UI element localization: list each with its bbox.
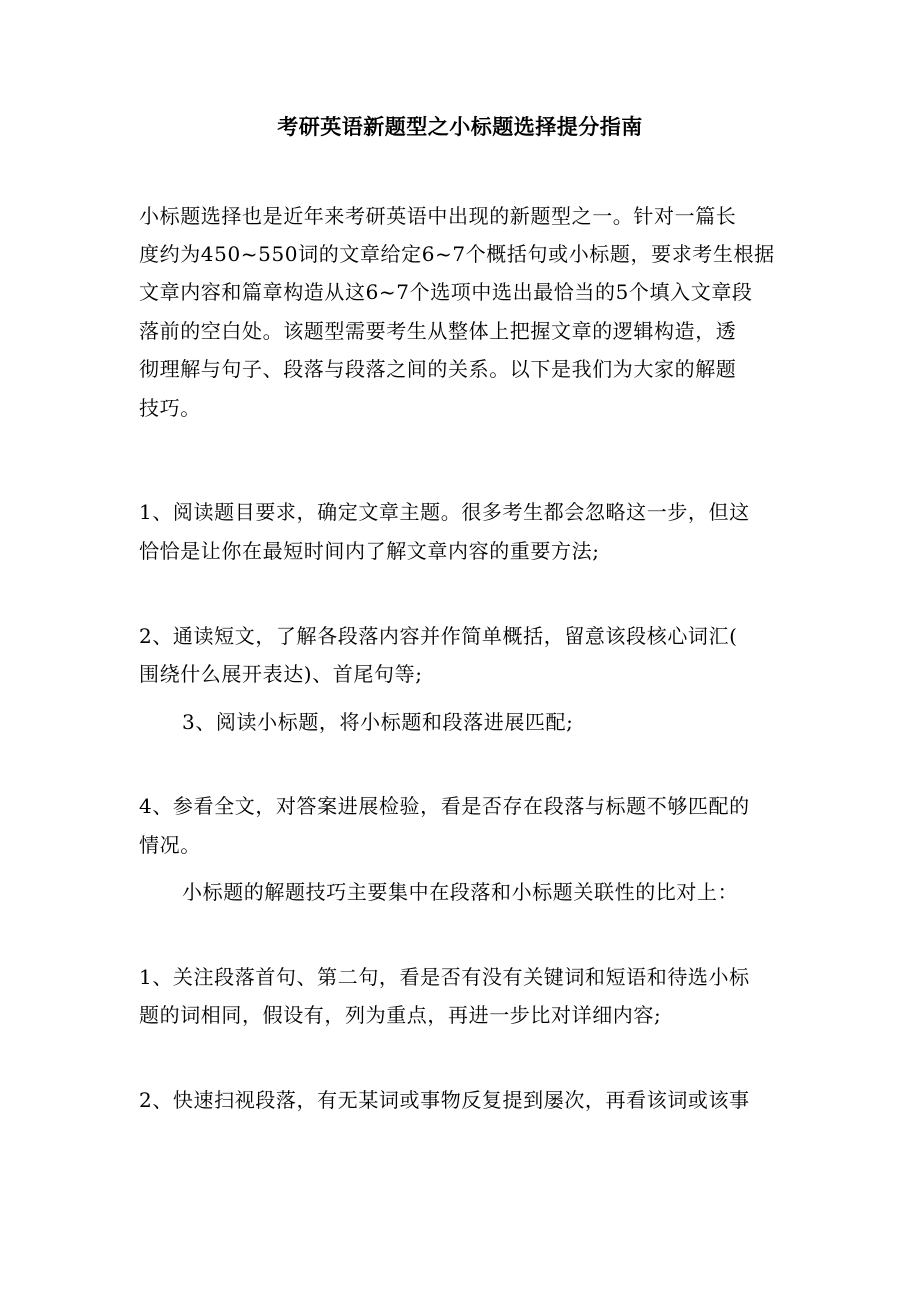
intro-line-2: 度约为450~550词的文章给定6~7个概括句或小标题，要求考生根据 bbox=[139, 242, 775, 266]
intro-line-1: 小标题选择也是近年来考研英语中出现的新题型之一。针对一篇长 bbox=[139, 204, 737, 228]
tip2-line-1: 2、快速扫视段落，有无某词或事物反复提到屡次，再看该词或该事 bbox=[139, 1088, 750, 1112]
intro-line-5: 彻理解与句子、段落与段落之间的关系。以下是我们为大家的解题 bbox=[139, 357, 737, 381]
tip1-line-1: 1、关注段落首句、第二句，看是否有没有关键词和短语和待选小标 bbox=[139, 965, 750, 989]
step2-line-1: 2、通读短文，了解各段落内容并作简单概括，留意该段核心词汇( bbox=[139, 624, 738, 648]
tips-intro-line: 小标题的解题技巧主要集中在段落和小标题关联性的比对上： bbox=[182, 880, 739, 904]
step1-line-1: 1、阅读题目要求，确定文章主题。很多考生都会忽略这一步，但这 bbox=[139, 500, 750, 524]
step2-line-2: 围绕什么展开表达)、首尾句等; bbox=[139, 662, 423, 686]
step1-line-2: 恰恰是让你在最短时间内了解文章内容的重要方法; bbox=[139, 539, 600, 563]
step3-line: 3、阅读小标题，将小标题和段落进展匹配; bbox=[182, 710, 574, 734]
step4-line-2: 情况。 bbox=[139, 833, 201, 857]
intro-line-3: 文章内容和篇章构造从这6~7个选项中选出最恰当的5个填入文章段 bbox=[139, 280, 753, 304]
step4-line-1: 4、参看全文，对答案进展检验，看是否存在段落与标题不够匹配的 bbox=[139, 794, 750, 818]
document-title: 考研英语新题型之小标题选择提分指南 bbox=[277, 114, 643, 139]
intro-line-4: 落前的空白处。该题型需要考生从整体上把握文章的逻辑构造，透 bbox=[139, 319, 737, 343]
tip1-line-2: 题的词相同，假设有，列为重点，再进一步比对详细内容; bbox=[139, 1003, 662, 1027]
intro-line-6: 技巧。 bbox=[139, 396, 201, 420]
